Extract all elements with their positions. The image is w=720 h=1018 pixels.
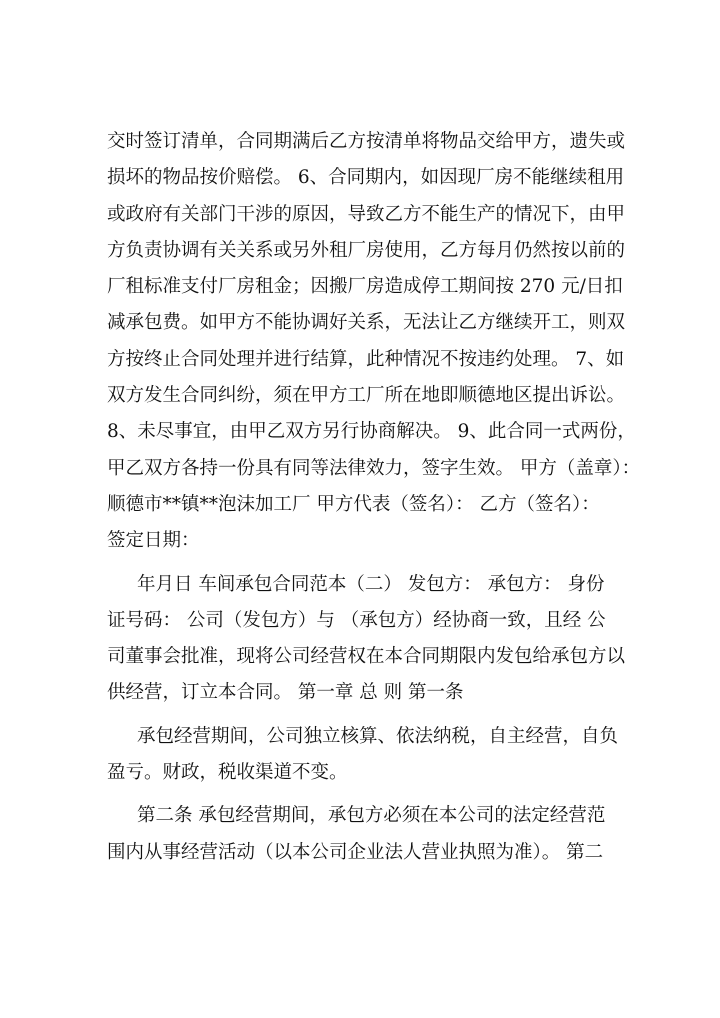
paragraph-4 xyxy=(107,798,637,871)
document-body xyxy=(107,124,641,871)
text-line: 或政府有关部门干涉的原因，导致乙方不能生产的情况下，由甲 xyxy=(107,203,626,225)
paragraph-spacing xyxy=(107,791,637,798)
text-line: 年月日 车间承包合同范本（二） 发包方： 承包方： 身份 xyxy=(137,573,605,595)
text-line: 甲乙双方各持一份具有同等法律效力，签字生效。 甲方（盖章）： xyxy=(107,457,641,479)
text-line: 供经营，订立本合同。 第一章 总 则 第一条 xyxy=(107,682,464,704)
paragraph-spacing xyxy=(107,560,637,567)
text-line: 方负责协调有关关系或另外租厂房使用，乙方每月仍然按以前的 xyxy=(107,239,626,261)
paragraph-3 xyxy=(107,719,637,792)
paragraph-spacing xyxy=(107,712,637,719)
paragraph-2 xyxy=(107,567,637,712)
text-line: 盈亏。财政，税收渠道不变。 xyxy=(107,762,348,784)
text-line: 损坏的物品按价赔偿。 6、合同期内，如因现厂房不能继续租用 xyxy=(107,167,625,189)
text-line: 交时签订清单，合同期满后乙方按清单将物品交给甲方，遗失或 xyxy=(107,131,626,152)
text-line: 厂租标准支付厂房租金；因搬厂房造成停工期间按 270 元/日扣 xyxy=(107,276,623,298)
text-line: 第二条 承包经营期间，承包方必须在本公司的法定经营范 xyxy=(137,805,606,827)
text-line: 8、未尽事宜，由甲乙双方另行协商解决。 9、此合同一式两份， xyxy=(107,421,636,443)
text-line: 减承包费。如甲方不能协调好关系，无法让乙方继续开工，则双 xyxy=(107,312,626,334)
text-line: 签定日期： xyxy=(107,530,200,552)
text-line: 双方发生合同纠纷，须在甲方工厂所在地即顺德地区提出诉讼。 xyxy=(107,385,626,407)
text-line: 顺德市**镇**泡沫加工厂 甲方代表（签名）： 乙方（签名）： xyxy=(107,493,600,515)
text-line: 证号码： 公司（发包方）与 （承包方）经协商一致，且经 公 xyxy=(107,609,606,631)
text-line: 方按终止合同处理并进行结算，此种情况不按违约处理。 7、如 xyxy=(107,348,625,370)
text-line: 围内从事经营活动（以本公司企业法人营业执照为准）。 第二 xyxy=(107,841,604,863)
text-line: 司董事会批准，现将公司经营权在本合同期限内发包给承包方以 xyxy=(107,646,626,668)
text-line: 承包经营期间，公司独立核算、依法纳税，自主经营，自负 xyxy=(137,725,619,747)
paragraph-1 xyxy=(107,124,641,560)
